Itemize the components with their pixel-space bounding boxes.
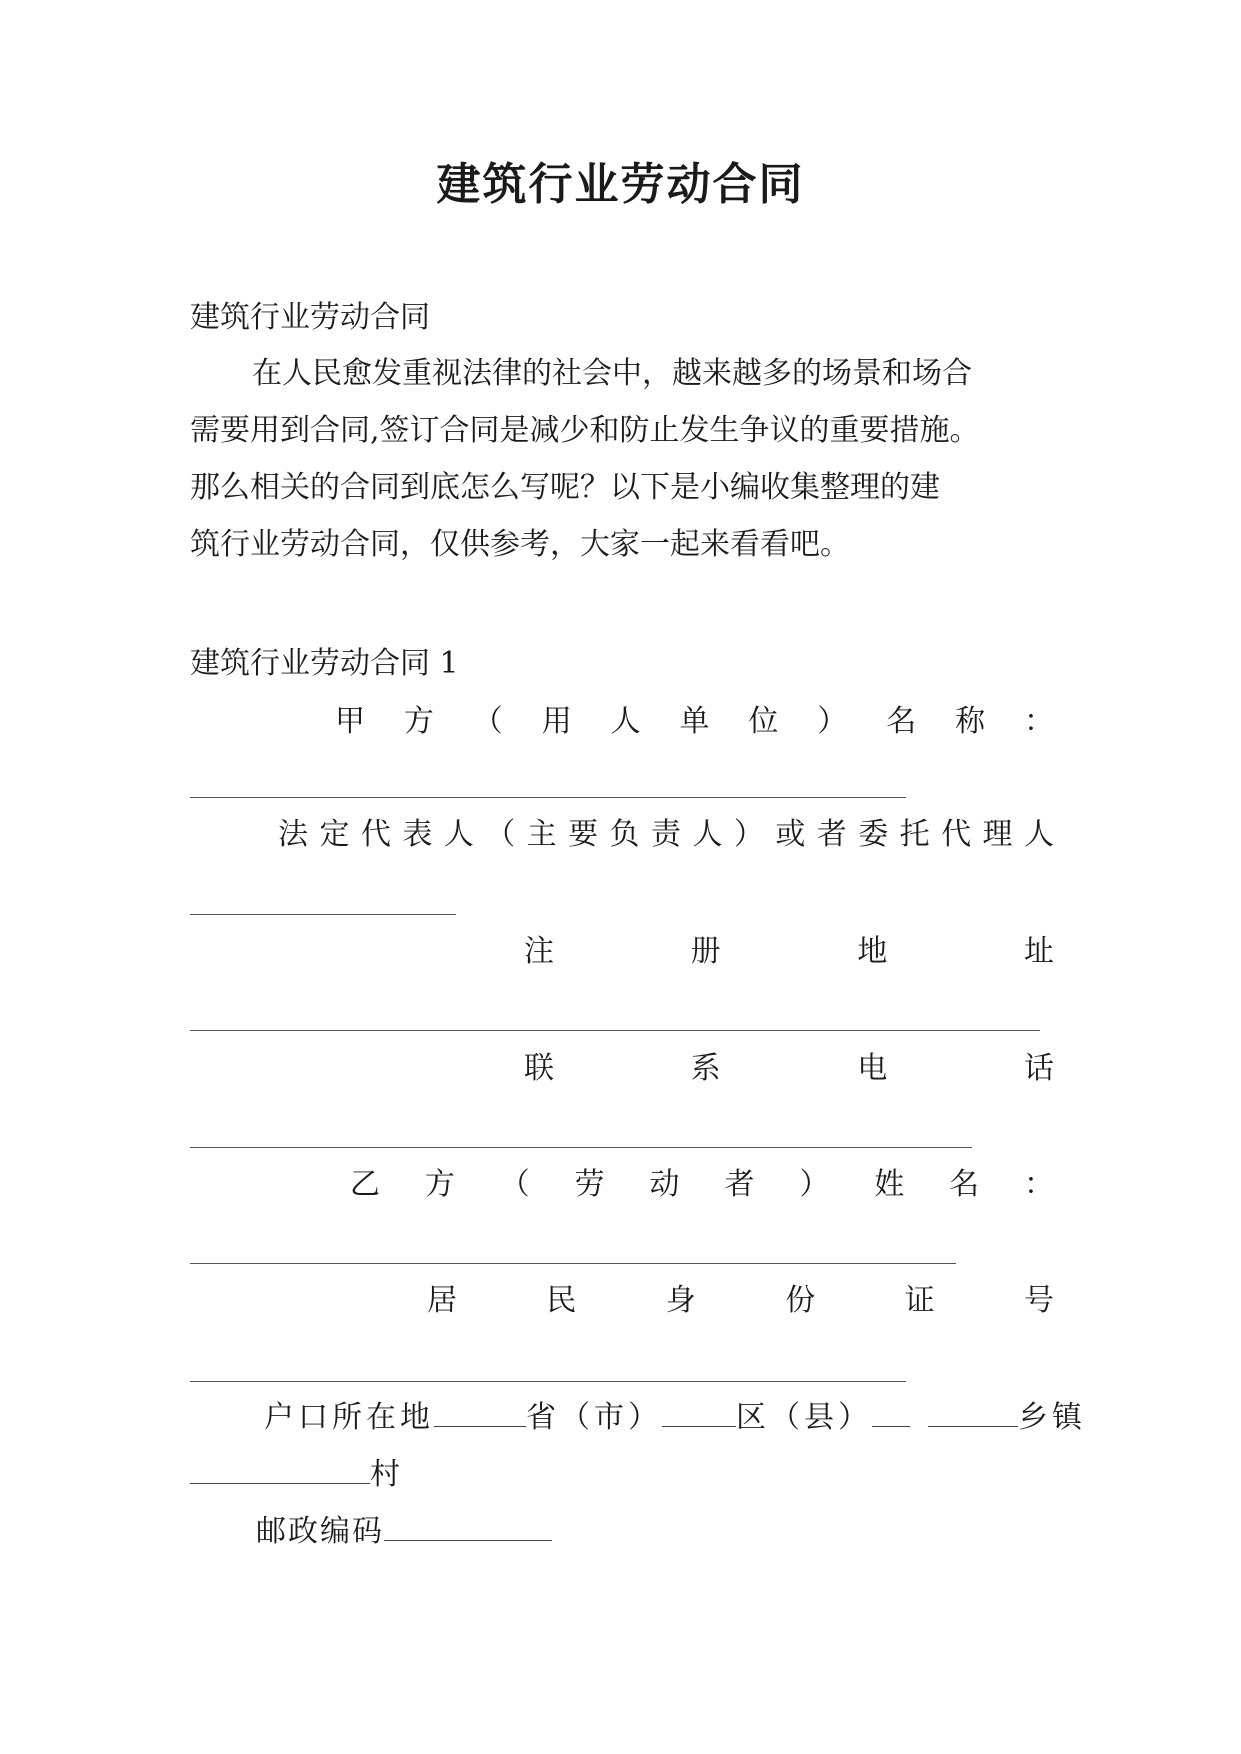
phone-blank[interactable] (190, 1147, 972, 1148)
household-village-label: 村 (370, 1457, 400, 1492)
postal-code-row (256, 1512, 1046, 1552)
household-district-blank[interactable] (872, 1400, 910, 1427)
party-b-name-blank[interactable] (190, 1263, 956, 1264)
intro-line-3: 那么相关的合同到底怎么写呢？以下是小编收集整理的建 (190, 470, 940, 505)
household-province-blank[interactable] (434, 1400, 526, 1427)
legal-rep-label: 法定代表人（主要负责人）或者委托代理人 (278, 817, 1054, 852)
postal-code-blank[interactable] (384, 1514, 552, 1541)
household-township-blank[interactable] (928, 1400, 1018, 1427)
id-number-label: 居民身份证号 (427, 1283, 1054, 1318)
document-title: 建筑行业劳动合同 (436, 159, 805, 210)
party-a-name-blank[interactable] (190, 797, 906, 798)
household-district-label: 区（县） (736, 1400, 872, 1435)
household-province-label: 省（市） (526, 1400, 662, 1435)
reg-address-blank[interactable] (190, 1030, 1040, 1031)
household-township-label: 乡镇 (1018, 1400, 1086, 1435)
id-number-blank[interactable] (190, 1381, 906, 1382)
household-row (264, 1398, 1086, 1438)
document-subtitle: 建筑行业劳动合同 (190, 300, 430, 335)
party-b-name-label: 乙方（劳动者）姓名： (350, 1167, 1054, 1202)
reg-address-label: 注册地址 (524, 934, 1054, 969)
household-city-blank[interactable] (662, 1400, 736, 1427)
postal-code-label: 邮政编码 (256, 1514, 384, 1549)
party-a-name-label: 甲方（用人单位）名称： (335, 704, 1054, 739)
household-village-row (190, 1455, 1056, 1495)
phone-label: 联系电话 (524, 1051, 1054, 1086)
legal-rep-blank[interactable] (190, 914, 456, 915)
section-heading: 建筑行业劳动合同 1 (190, 646, 459, 681)
intro-line-1: 在人民愈发重视法律的社会中，越来越多的场景和场合 (252, 356, 972, 391)
household-village-blank[interactable] (190, 1457, 370, 1484)
intro-line-4: 筑行业劳动合同，仅供参考，大家一起来看看吧。 (190, 527, 850, 562)
household-label: 户口所在地 (264, 1400, 434, 1435)
intro-line-2: 需要用到合同,签订合同是减少和防止发生争议的重要措施。 (190, 413, 980, 448)
